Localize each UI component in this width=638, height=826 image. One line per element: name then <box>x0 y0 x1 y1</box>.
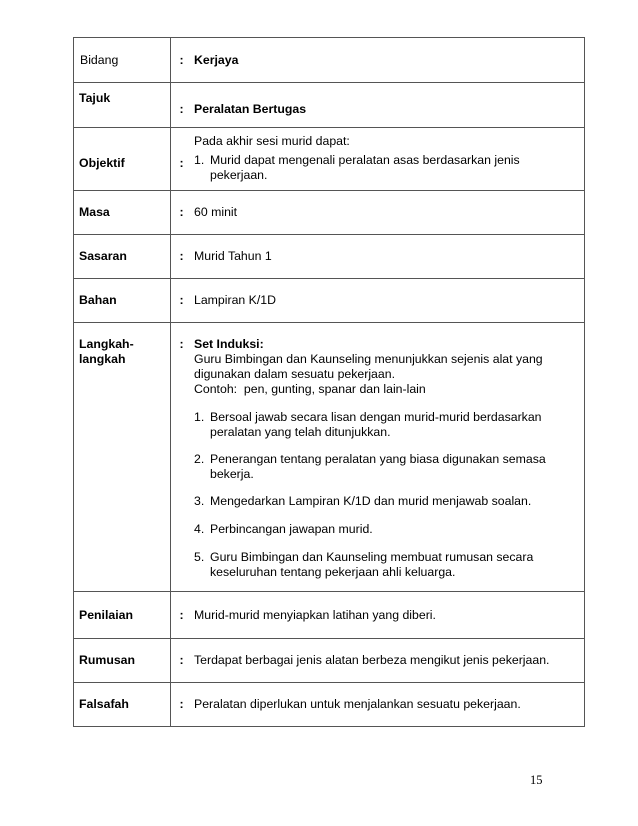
value-penilaian: Murid-murid menyiapkan latihan yang diberi. <box>194 607 436 622</box>
value-bidang: Kerjaya <box>194 52 239 67</box>
value-rumusan: Terdapat berbagai jenis alatan berbeza mengikut jenis pekerjaan. <box>194 653 550 667</box>
colon: : <box>179 205 184 219</box>
list-item: 1. Bersoal jawab secara lisan dengan murid-murid berdasarkan peralatan yang telah ditunjukkan. <box>194 410 542 439</box>
label-langkah: Langkah-langkah <box>79 337 134 366</box>
label-bidang: Bidang <box>80 52 119 67</box>
value-falsafah: Peralatan diperlukan untuk menjalankan sesuatu pekerjaan. <box>194 697 521 711</box>
colon: : <box>179 293 184 307</box>
colon: : <box>179 653 184 667</box>
row-falsafah <box>74 683 585 727</box>
colon: : <box>179 697 184 711</box>
colon: : <box>179 607 184 622</box>
list-item: 2. Penerangan tentang peralatan yang biasa digunakan semasa bekerja. <box>194 452 546 481</box>
langkah-list <box>194 410 580 580</box>
colon: : <box>179 337 184 351</box>
set-induksi-example: Contoh: pen, gunting, spanar dan lain-lain <box>194 382 426 396</box>
label-rumusan: Rumusan <box>79 653 136 667</box>
row-langkah <box>74 323 585 592</box>
row-tajuk <box>74 83 585 128</box>
label-tajuk: Tajuk <box>79 91 111 105</box>
set-induksi-heading: Set Induksi: <box>194 337 264 351</box>
list-item: 5. Guru Bimbingan dan Kaunseling membuat rumusan secara keseluruhan tentang pekerjaan ahli keluarga. <box>194 550 534 579</box>
colon: : <box>179 101 184 116</box>
colon: : <box>179 52 184 67</box>
label-objektif: Objektif <box>79 155 125 170</box>
list-item: 4. Perbincangan jawapan murid. <box>194 522 373 536</box>
label-falsafah: Falsafah <box>79 697 129 711</box>
label-penilaian: Penilaian <box>79 607 133 622</box>
row-bahan <box>74 279 585 323</box>
value-tajuk: Peralatan Bertugas <box>194 101 307 116</box>
value-sasaran: Murid Tahun 1 <box>194 249 272 263</box>
page-number: 15 <box>530 773 543 787</box>
objektif-intro: Pada akhir sesi murid dapat: <box>194 134 350 148</box>
row-sasaran <box>74 235 585 279</box>
list-item: 1. Murid dapat mengenali peralatan asas berdasarkan jenis pekerjaan. <box>194 153 520 182</box>
colon: : <box>179 155 184 170</box>
label-masa: Masa <box>79 205 110 219</box>
colon: : <box>179 249 184 263</box>
row-bidang <box>74 38 585 83</box>
value-bahan: Lampiran K/1D <box>194 293 277 307</box>
row-objektif <box>74 128 585 191</box>
row-penilaian <box>74 592 585 639</box>
label-sasaran: Sasaran <box>79 249 127 263</box>
objektif-list <box>194 153 580 183</box>
value-masa: 60 minit <box>194 205 238 219</box>
row-masa <box>74 191 585 235</box>
row-rumusan <box>74 639 585 683</box>
set-induksi-text: Guru Bimbingan dan Kaunseling menunjukkan sejenis alat yang digunakan dalam sesuatu pekerjaan. <box>194 352 543 381</box>
lesson-plan-table <box>73 37 585 727</box>
label-bahan: Bahan <box>79 293 117 307</box>
list-item: 3. Mengedarkan Lampiran K/1D dan murid menjawab soalan. <box>194 494 532 508</box>
